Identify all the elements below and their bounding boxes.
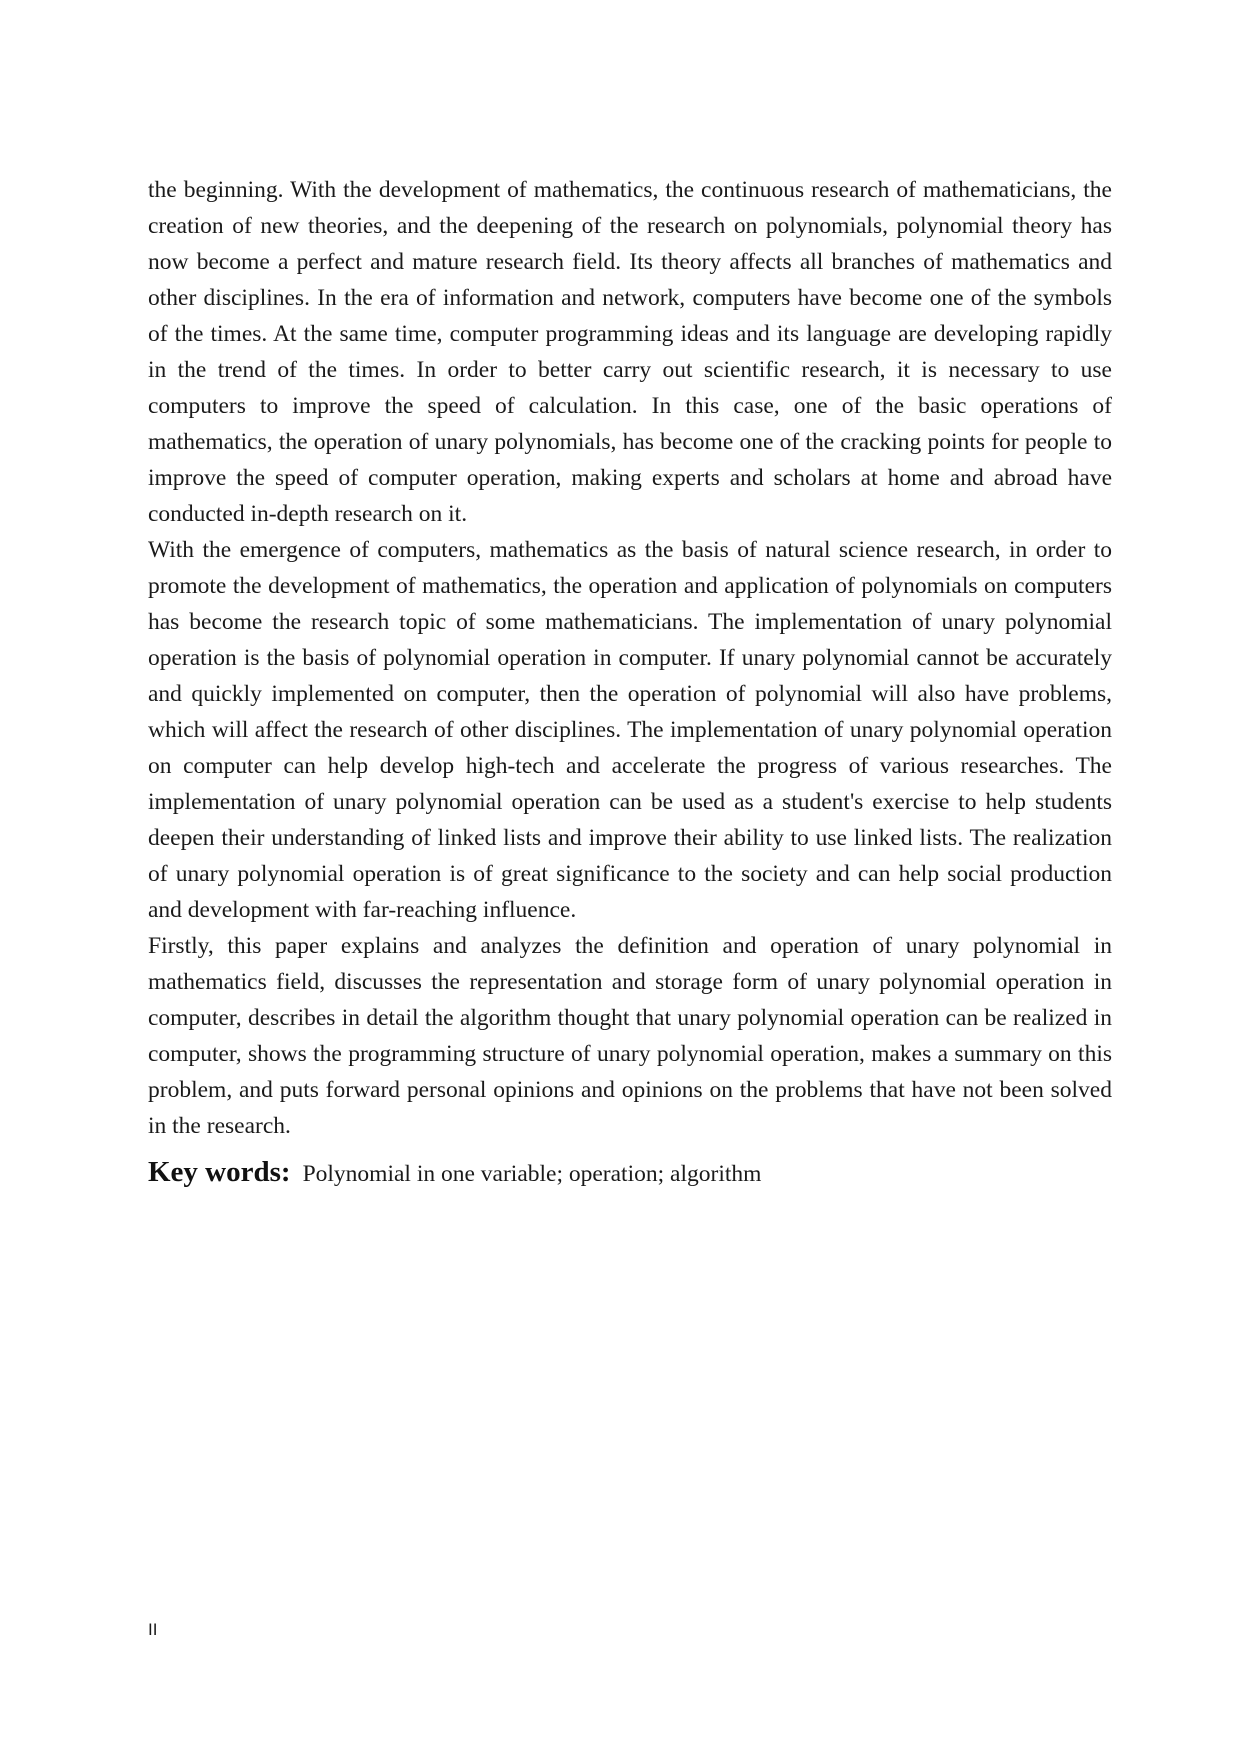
keyword-item: Polynomial in one variable <box>302 1161 557 1187</box>
keyword-item: algorithm <box>670 1161 762 1187</box>
page-body <box>148 172 1112 1195</box>
keywords-label: Key words: <box>148 1156 291 1188</box>
keywords-line <box>148 1154 1112 1195</box>
page-number: II <box>148 1620 158 1639</box>
abstract-paragraph-2: With the emergence of computers, mathematics as the basis of natural science research, in order to promote the development of mathematics, the operation and application of polynomials on computers has become the research topic of some mathematicians. The implementation of unary polynomial operation is the basis of polynomial operation in computer. If unary polynomial cannot be accurately and quickly implemented on computer, then the operation of polynomial will also have problems, which will affect the research of other disciplines. The implementation of unary polynomial operation on computer can help develop high-tech and accelerate the progress of various researches. The implementation of unary polynomial operation can be used as a student's exercise to help students deepen their understanding of linked lists and improve their ability to use linked lists. The realization of unary polynomial operation is of great significance to the society and can help social production and development with far-reaching influence. <box>148 537 1112 923</box>
keyword-item: operation <box>568 1161 658 1187</box>
keyword-separator: ; <box>556 1161 569 1187</box>
keyword-separator: ; <box>657 1161 671 1187</box>
abstract-paragraph-1: the beginning. With the development of mathematics, the continuous research of mathematicians, the creation of new theories, and the deepening of the research on polynomials, polynomial theory has now become a perfect and mature research field. Its theory affects all branches of mathematics and other disciplines. In the era of information and network, computers have become one of the symbols of the times. At the same time, computer programming ideas and its language are developing rapidly in the trend of the times. In order to better carry out scientific research, it is necessary to use computers to improve the speed of calculation. In this case, one of the basic operations of mathematics, the operation of unary polynomials, has become one of the cracking points for people to improve the speed of computer operation, making experts and scholars at home and abroad have conducted in-depth research on it. <box>148 177 1112 527</box>
abstract-paragraph-3: Firstly, this paper explains and analyzes the definition and operation of unary polynomial in mathematics field, discusses the representation and storage form of unary polynomial operation in computer, describes in detail the algorithm thought that unary polynomial operation can be realized in computer, shows the programming structure of unary polynomial operation, makes a summary on this problem, and puts forward personal opinions and opinions on the problems that have not been solved in the research. <box>148 933 1112 1139</box>
